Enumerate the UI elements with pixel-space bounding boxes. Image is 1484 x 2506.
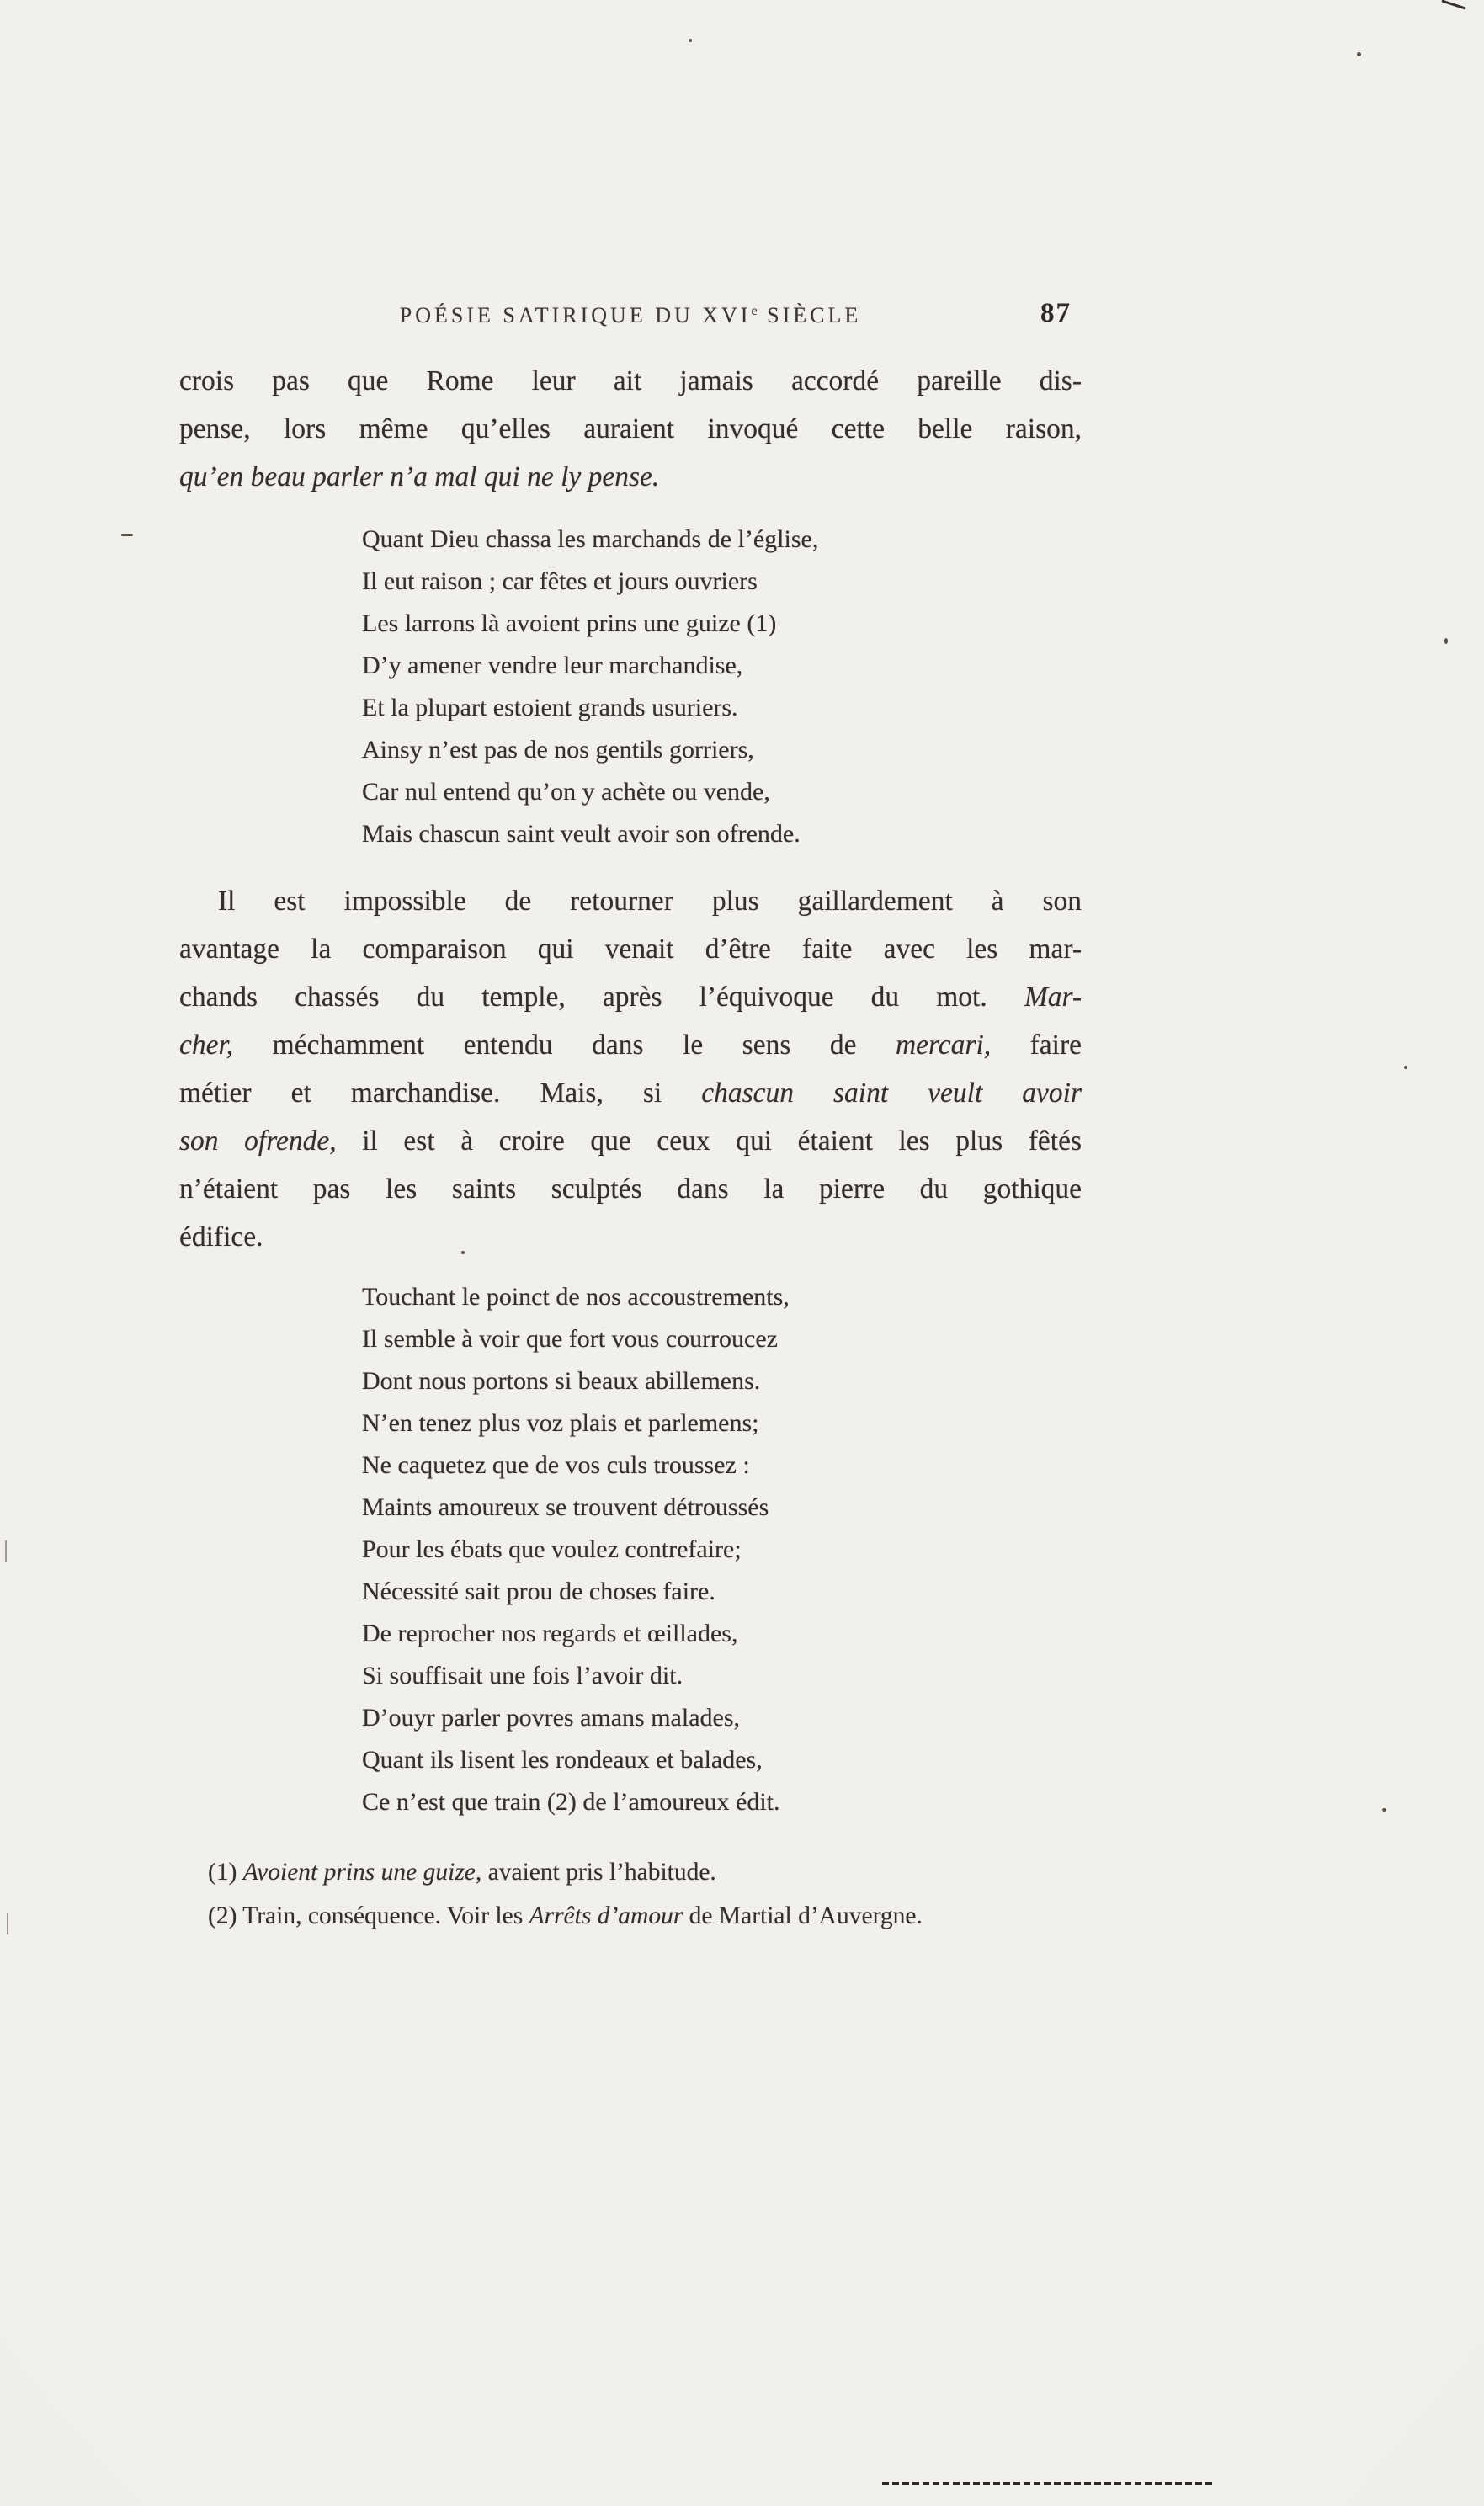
text-segment-italic: Mar- bbox=[1024, 982, 1082, 1013]
footnote-1 bbox=[208, 1850, 1117, 1894]
footnotes bbox=[208, 1850, 1117, 1938]
header-title-superscript: e bbox=[751, 304, 758, 318]
text-line bbox=[179, 1117, 1082, 1165]
verse-line: Ne caquetez que de vos culs troussez : bbox=[362, 1451, 750, 1479]
text-line-italic: qu’en beau parler n’a mal qui ne ly pense. bbox=[179, 461, 660, 492]
verse-line: D’ouyr parler povres amans malades, bbox=[362, 1704, 741, 1732]
scan-corner-mark bbox=[1441, 0, 1465, 10]
paragraph-2 bbox=[179, 877, 1082, 1261]
text-line: Il est impossible de retourner plus gaillardement à son bbox=[218, 886, 1082, 917]
scan-margin-tick bbox=[5, 1540, 7, 1562]
scan-speck bbox=[1404, 1066, 1407, 1069]
text-line: crois pas que Rome leur ait jamais accordé pareille dis- bbox=[179, 365, 1082, 396]
bottom-dashed-rule bbox=[882, 2482, 1212, 2485]
paragraph-1 bbox=[179, 357, 1082, 501]
footnote-marker: (2) bbox=[208, 1902, 243, 1929]
scan-margin-tick bbox=[7, 1913, 8, 1934]
verse-line: Mais chascun saint veult avoir son ofrende. bbox=[362, 820, 801, 848]
text-line bbox=[179, 973, 1082, 1021]
text-segment: il est à croire que ceux qui étaient les plus fêtés bbox=[336, 1125, 1082, 1157]
text-line: n’étaient pas les saints sculptés dans la pierre du gothique bbox=[179, 1173, 1082, 1205]
text-segment: métier et marchandise. Mais, si bbox=[179, 1077, 702, 1109]
verse-line: De reprocher nos regards et œillades, bbox=[362, 1620, 738, 1647]
verse-line: D’y amener vendre leur marchandise, bbox=[362, 652, 743, 679]
verse-line: Il semble à voir que fort vous courroucez bbox=[362, 1325, 778, 1353]
footnote-text: de Martial d’Auvergne. bbox=[683, 1902, 923, 1929]
verse-line: Touchant le poinct de nos accoustrements, bbox=[362, 1283, 790, 1311]
header-title-main: POÉSIE SATIRIQUE DU XVI bbox=[399, 303, 752, 327]
scan-speck bbox=[461, 1251, 465, 1254]
scan-speck bbox=[1357, 52, 1361, 56]
text-line bbox=[179, 1021, 1082, 1069]
scan-speck bbox=[1382, 1808, 1386, 1812]
verse-block-1 bbox=[362, 519, 818, 855]
text-segment-italic: son ofrende, bbox=[179, 1125, 337, 1157]
footnote-italic-segment: Arrêts d’amour bbox=[529, 1902, 683, 1929]
verse-line: Ce n’est que train (2) de l’amoureux édit. bbox=[362, 1788, 780, 1816]
footnote-marker: (1) bbox=[208, 1859, 243, 1886]
footnote-text: Train, conséquence. Voir les bbox=[242, 1902, 529, 1929]
verse-line: N’en tenez plus voz plais et parlemens; bbox=[362, 1409, 759, 1437]
verse-block-2 bbox=[362, 1276, 790, 1823]
running-header bbox=[179, 298, 1082, 337]
verse-line: Et la plupart estoient grands usuriers. bbox=[362, 694, 738, 721]
text-segment-italic: mercari, bbox=[895, 1030, 992, 1061]
verse-line: Car nul entend qu’on y achète ou vende, bbox=[362, 778, 770, 806]
verse-line: Il eut raison ; car fêtes et jours ouvriers bbox=[362, 567, 758, 595]
scan-speck bbox=[689, 39, 692, 42]
text-line: pense, lors même qu’elles auraient invoqué cette belle raison, bbox=[179, 413, 1082, 444]
scan-speck bbox=[1444, 638, 1448, 644]
scan-speck bbox=[121, 534, 133, 536]
footnote-italic-segment: Avoient prins une guize, bbox=[242, 1859, 482, 1886]
verse-line: Nécessité sait prou de choses faire. bbox=[362, 1578, 715, 1605]
text-line: avantage la comparaison qui venait d’être faite avec les mar- bbox=[179, 934, 1082, 965]
verse-line: Les larrons là avoient prins une guize (1) bbox=[362, 609, 777, 637]
verse-line: Ainsy n’est pas de nos gentils gorriers, bbox=[362, 736, 754, 764]
verse-line: Dont nous portons si beaux abillemens. bbox=[362, 1367, 761, 1395]
footnote-text: avaient pris l’habitude. bbox=[481, 1859, 716, 1886]
header-title bbox=[179, 303, 1082, 328]
text-line bbox=[179, 1069, 1082, 1117]
verse-line: Quant ils lisent les rondeaux et balades, bbox=[362, 1746, 763, 1774]
text-segment-italic: cher, bbox=[179, 1030, 234, 1061]
header-title-tail: SIÈCLE bbox=[758, 303, 862, 327]
footnote-2 bbox=[208, 1894, 1117, 1938]
text-segment: faire bbox=[991, 1030, 1082, 1061]
verse-line: Pour les ébats que voulez contrefaire; bbox=[362, 1535, 742, 1563]
text-segment-italic: chascun saint veult avoir bbox=[701, 1077, 1082, 1109]
text-line: édifice. bbox=[179, 1221, 263, 1253]
text-segment: méchamment entendu dans le sens de bbox=[233, 1030, 896, 1061]
text-segment: chands chassés du temple, après l’équivoque du mot. bbox=[179, 982, 1024, 1013]
page-number: 87 bbox=[1040, 298, 1072, 328]
verse-line: Quant Dieu chassa les marchands de l’église, bbox=[362, 525, 819, 553]
verse-line: Maints amoureux se trouvent détroussés bbox=[362, 1493, 769, 1521]
verse-line: Si souffisait une fois l’avoir dit. bbox=[362, 1662, 683, 1689]
